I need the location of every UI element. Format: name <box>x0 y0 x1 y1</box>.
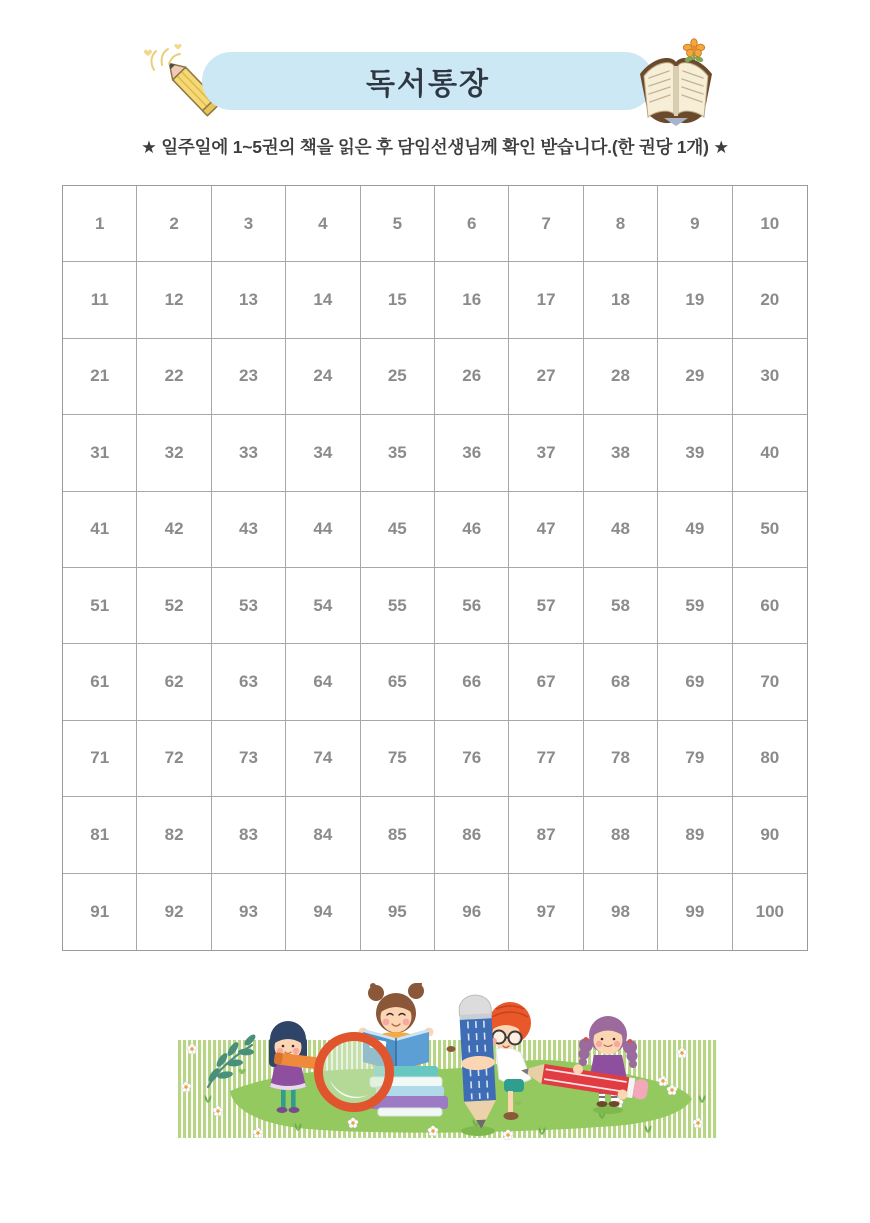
grid-cell-91: 91 <box>63 874 137 950</box>
grid-cell-8: 8 <box>584 186 658 262</box>
grid-cell-57: 57 <box>509 568 583 644</box>
grid-cell-93: 93 <box>212 874 286 950</box>
grid-cell-65: 65 <box>361 644 435 720</box>
grid-cell-69: 69 <box>658 644 732 720</box>
grid-cell-34: 34 <box>286 415 360 491</box>
grid-cell-13: 13 <box>212 262 286 338</box>
grid-cell-79: 79 <box>658 721 732 797</box>
grid-cell-5: 5 <box>361 186 435 262</box>
grid-cell-64: 64 <box>286 644 360 720</box>
grid-cell-25: 25 <box>361 339 435 415</box>
grid-cell-28: 28 <box>584 339 658 415</box>
flower-icon <box>683 39 704 63</box>
grid-cell-71: 71 <box>63 721 137 797</box>
grid-cell-22: 22 <box>137 339 211 415</box>
grid-cell-26: 26 <box>435 339 509 415</box>
grid-cell-30: 30 <box>733 339 807 415</box>
grid-cell-81: 81 <box>63 797 137 873</box>
grid-cell-35: 35 <box>361 415 435 491</box>
grid-cell-52: 52 <box>137 568 211 644</box>
grid-cell-14: 14 <box>286 262 360 338</box>
grid-cell-74: 74 <box>286 721 360 797</box>
grid-cell-33: 33 <box>212 415 286 491</box>
grid-cell-17: 17 <box>509 262 583 338</box>
grid-cell-43: 43 <box>212 492 286 568</box>
grid-cell-94: 94 <box>286 874 360 950</box>
grid-cell-87: 87 <box>509 797 583 873</box>
grid-cell-63: 63 <box>212 644 286 720</box>
grid-cell-36: 36 <box>435 415 509 491</box>
grid-cell-38: 38 <box>584 415 658 491</box>
grid-cell-90: 90 <box>733 797 807 873</box>
grid-cell-68: 68 <box>584 644 658 720</box>
grid-cell-20: 20 <box>733 262 807 338</box>
grid-cell-42: 42 <box>137 492 211 568</box>
title-banner <box>202 52 654 110</box>
grid-cell-23: 23 <box>212 339 286 415</box>
grid-cell-11: 11 <box>63 262 137 338</box>
grid-cell-29: 29 <box>658 339 732 415</box>
grid-cell-37: 37 <box>509 415 583 491</box>
grid-cell-39: 39 <box>658 415 732 491</box>
grid-cell-99: 99 <box>658 874 732 950</box>
grid-cell-62: 62 <box>137 644 211 720</box>
grid-cell-49: 49 <box>658 492 732 568</box>
grid-cell-80: 80 <box>733 721 807 797</box>
grid-cell-6: 6 <box>435 186 509 262</box>
grid-cell-78: 78 <box>584 721 658 797</box>
open-book-icon <box>634 38 720 130</box>
grid-cell-10: 10 <box>733 186 807 262</box>
grid-cell-96: 96 <box>435 874 509 950</box>
grid-cell-3: 3 <box>212 186 286 262</box>
grid-cell-100: 100 <box>755 901 784 921</box>
grid-cell-44: 44 <box>286 492 360 568</box>
grid-cell-76: 76 <box>435 721 509 797</box>
grid-cell-50: 50 <box>733 492 807 568</box>
number-grid <box>62 185 808 951</box>
grid-cell-73: 73 <box>212 721 286 797</box>
grid-cell-9: 9 <box>658 186 732 262</box>
grid-cell-59: 59 <box>658 568 732 644</box>
grid-cell-1: 1 <box>63 186 137 262</box>
grid-cell-66: 66 <box>435 644 509 720</box>
grid-cell-53: 53 <box>212 568 286 644</box>
grid-cell-85: 85 <box>361 797 435 873</box>
grid-cell-16: 16 <box>435 262 509 338</box>
grid-cell-51: 51 <box>63 568 137 644</box>
grid-cell-54: 54 <box>286 568 360 644</box>
grid-cell-60: 60 <box>733 568 807 644</box>
grid-cell-41: 41 <box>63 492 137 568</box>
grid-cell-24: 24 <box>286 339 360 415</box>
grid-cell-83: 83 <box>212 797 286 873</box>
grid-cell-89: 89 <box>658 797 732 873</box>
grid-cell-48: 48 <box>584 492 658 568</box>
grid-cell-98: 98 <box>584 874 658 950</box>
grid-cell-40: 40 <box>733 415 807 491</box>
grid-cell-67: 67 <box>509 644 583 720</box>
grid-cell-46: 46 <box>435 492 509 568</box>
grid-cell-75: 75 <box>361 721 435 797</box>
grid-cell-95: 95 <box>361 874 435 950</box>
grid-cell-31: 31 <box>63 415 137 491</box>
magnifying-glass <box>319 1037 390 1108</box>
grid-cell-47: 47 <box>509 492 583 568</box>
grid-cell-56: 56 <box>435 568 509 644</box>
instruction-text: ★ 일주일에 1~5권의 책을 읽은 후 담임선생님께 확인 받습니다.(한 권당 1개) ★ <box>141 137 729 157</box>
page-title: 독서통장 <box>366 68 490 101</box>
grid-cell-70: 70 <box>733 644 807 720</box>
grid-cell-2: 2 <box>137 186 211 262</box>
grid-cell-92: 92 <box>137 874 211 950</box>
grid-cell-55: 55 <box>361 568 435 644</box>
grid-cell-77: 77 <box>509 721 583 797</box>
grid-cell-84: 84 <box>286 797 360 873</box>
grid-cell-86: 86 <box>435 797 509 873</box>
grid-cell-32: 32 <box>137 415 211 491</box>
grid-cell-7: 7 <box>509 186 583 262</box>
grid-cell-61: 61 <box>63 644 137 720</box>
grid-cell-27: 27 <box>509 339 583 415</box>
grid-cell-88: 88 <box>584 797 658 873</box>
grid-cell-15: 15 <box>361 262 435 338</box>
grid-cell-21: 21 <box>63 339 137 415</box>
grid-cell-97: 97 <box>509 874 583 950</box>
grid-cell-12: 12 <box>137 262 211 338</box>
grid-cell-18: 18 <box>584 262 658 338</box>
grid-cell-58: 58 <box>584 568 658 644</box>
grid-cell-19: 19 <box>658 262 732 338</box>
grid-cell-72: 72 <box>137 721 211 797</box>
grid-cell-45: 45 <box>361 492 435 568</box>
children-reading-illustration <box>178 983 718 1145</box>
grid-cell-4: 4 <box>286 186 360 262</box>
grid-cell-82: 82 <box>137 797 211 873</box>
